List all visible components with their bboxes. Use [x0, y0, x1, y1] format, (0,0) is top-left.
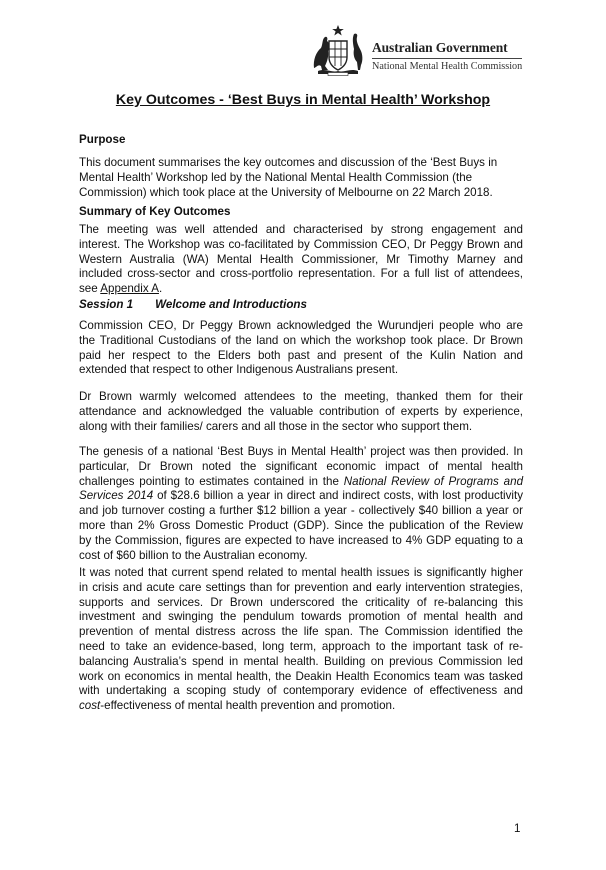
purpose-paragraph	[79, 156, 523, 200]
text-line: prevention of mental distress across the life span. The Commission identified the	[79, 625, 523, 639]
see-suffix: .	[158, 282, 163, 296]
text-line: interest. The Workshop was co-facilitated by Commission CEO, Dr Peggy Brown and	[79, 237, 523, 251]
genesis-paragraph	[79, 445, 523, 563]
text-line: by the Commission, figures are expected to have increased to 4% GDP equating to a	[79, 533, 523, 547]
text-line: The genesis of a national ‘Best Buys in Mental Health’ project was then provided. In	[79, 445, 523, 458]
report-title-italic: Services 2014	[79, 489, 154, 503]
agency-name: National Mental Health Commission	[372, 61, 523, 72]
text-line: The meeting was well attended and characterised by strong engagement and	[79, 223, 523, 236]
text-line: particular, Dr Brown noted the significant economic impact of mental health	[79, 459, 523, 473]
text-line: Western Australia (WA) Mental Health Commissioner, Mr Timothy Marney and	[79, 252, 523, 266]
text-line: paid her respect to the Elders both past and present of the Kulin Nation and	[79, 348, 523, 362]
spend-paragraph	[79, 566, 523, 714]
text-line: need to take an evidence-based, long term, approach to the important task of re-	[79, 639, 523, 653]
text-line: attendance and acknowledged the valuable contribution of experts by experience,	[79, 404, 523, 418]
text-line: work on economics in mental health, the Deakin Health Economics team was tasked	[79, 669, 523, 683]
document-title: Key Outcomes - ‘Best Buys in Mental Health’ Workshop	[115, 92, 491, 108]
text-run: of $28.6 billion a year in direct and indirect costs, with lost productivity	[153, 489, 524, 503]
government-logo	[308, 24, 523, 76]
text-line: Mental Health’ Workshop led by the National Mental Health Commission (the	[79, 170, 473, 184]
summary-heading: Summary of Key Outcomes	[79, 205, 231, 218]
text-line: Dr Brown warmly welcomed attendees to the meeting, thanked them for their	[79, 390, 523, 403]
page-number: 1	[514, 822, 521, 835]
text-line: Commission CEO, Dr Peggy Brown acknowledged the Wurundjeri people who are	[79, 319, 523, 332]
text-line: cost of $60 billion to the Australian economy.	[79, 548, 308, 562]
text-line: supports and services. Dr Brown underscored the criticality of re-balancing this	[79, 595, 523, 609]
text-line	[79, 489, 523, 504]
text-line: This document summarises the key outcomes and discussion of the ‘Best Buys in	[79, 156, 498, 169]
text-line: with undertaking a scoping study of contemporary evidence of effectiveness and	[79, 684, 523, 698]
text-line	[79, 475, 523, 490]
session-title: Welcome and Introductions	[155, 298, 307, 311]
session-number: Session 1	[79, 298, 134, 311]
text-line: It was noted that current spend related to mental health issues is significantly higher	[79, 566, 523, 579]
appendix-a-link[interactable]: Appendix A	[100, 282, 159, 296]
header-divider	[372, 58, 522, 59]
text-line: the Traditional Custodians of the land on which the workshop took place. Dr Brown	[79, 333, 523, 347]
coat-of-arms-icon	[308, 24, 368, 76]
text-line: more than 2% Gross Domestic Product (GDP). Since the publication of the Review	[79, 518, 523, 532]
text-line: investment and swinging the pendulum towards promotion of mental health and	[79, 610, 523, 624]
purpose-heading: Purpose	[79, 133, 126, 146]
see-prefix: see	[79, 282, 101, 296]
government-title: Australian Government	[372, 40, 508, 55]
text-run: challenges pointing to estimates contained in the	[79, 474, 344, 488]
text-line: Commission) which took place at the University of Melbourne on 22 March 2018.	[79, 185, 493, 199]
session-1-heading	[79, 298, 307, 311]
report-title-italic: National Review of Programs and	[343, 474, 524, 488]
text-line: in crisis and acute care settings than for prevention and early intervention strategies,	[79, 580, 523, 594]
text-line: and job turnover costing a further $12 billion a year - collectively $40 billion a year or	[79, 504, 523, 518]
text-line: along with their families/ carers and all those in the sector who support them.	[79, 419, 473, 433]
acknowledgement-paragraph	[79, 319, 523, 378]
text-line: included cross-sector and cross-portfolio representation. For a full list of attendees,	[79, 267, 523, 281]
text-run: -effectiveness of mental health prevention and promotion.	[100, 699, 396, 713]
text-line: balancing Australia’s spend in mental health. Building on previous Commission led	[79, 654, 523, 668]
text-line	[79, 282, 523, 297]
summary-paragraph	[79, 223, 523, 297]
text-line	[79, 699, 523, 714]
text-line: extended that respect to other Indigenous Australians present.	[79, 363, 399, 377]
welcome-paragraph	[79, 390, 523, 434]
italic-word: cost	[79, 699, 101, 713]
